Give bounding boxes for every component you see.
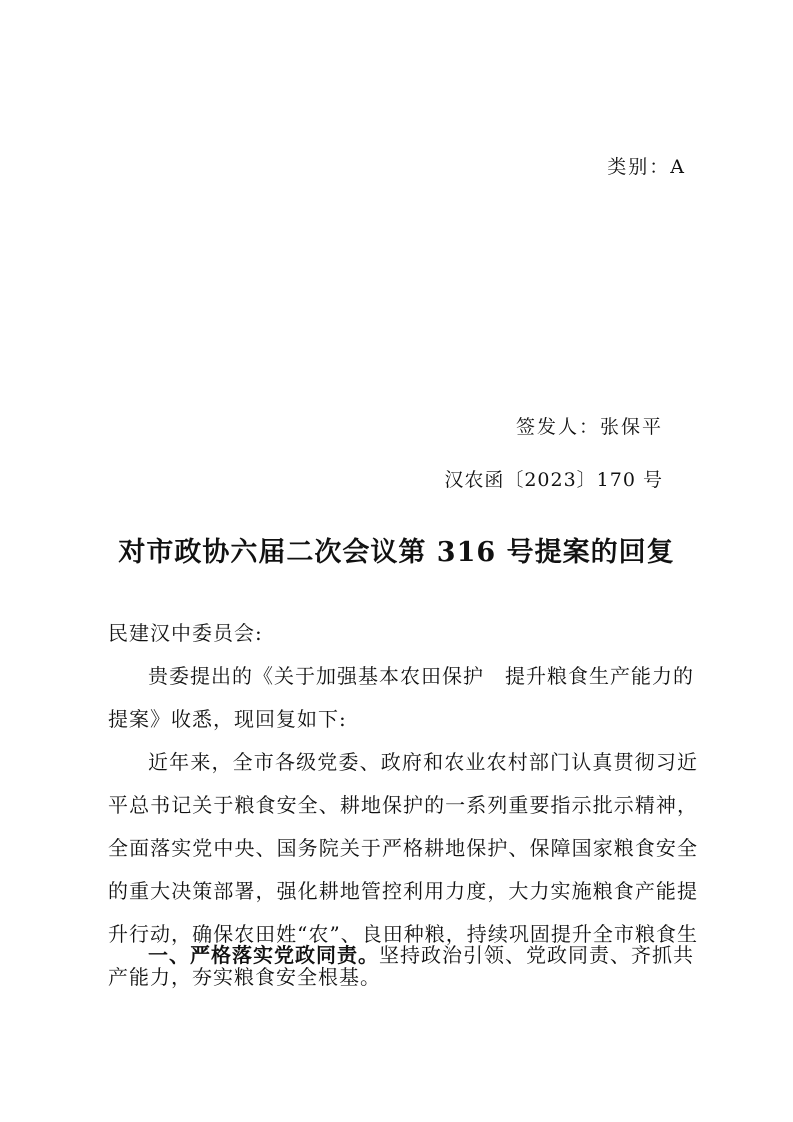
signer: 签发人：张保平 [515,416,663,438]
document-category: 类别：A [607,156,686,178]
section-1-text: 坚持政治引领、党政同责、齐抓共 [379,943,694,967]
salutation: 民建汉中委员会: [108,621,263,645]
document-number: 汉农函〔2023〕170 号 [444,469,663,491]
paragraph-section-1 [108,934,698,977]
document-title: 对市政协六届二次会议第 316 号提案的回复 [118,537,675,568]
section-1-heading: 一、严格落实党政同责。 [148,943,379,967]
paragraph-intro: 贵委提出的《关于加强基本农田保护 提升粮食生产能力的提案》收悉，现回复如下: [108,664,694,731]
paragraph-background: 近年来，全市各级党委、政府和农业农村部门认真贯彻习近平总书记关于粮食安全、耕地保护的一系列重要指示批示精神，全面落实党中央、国务院关于严格耕地保护、保障国家粮食安全的重大决策部署，强化耕地管控利用力度，大力实施粮食产能提升行动，确保农田姓“农”、良田种粮，持续巩固提升全市粮食生产能力，夯实粮食安全根基。 [108,750,698,989]
